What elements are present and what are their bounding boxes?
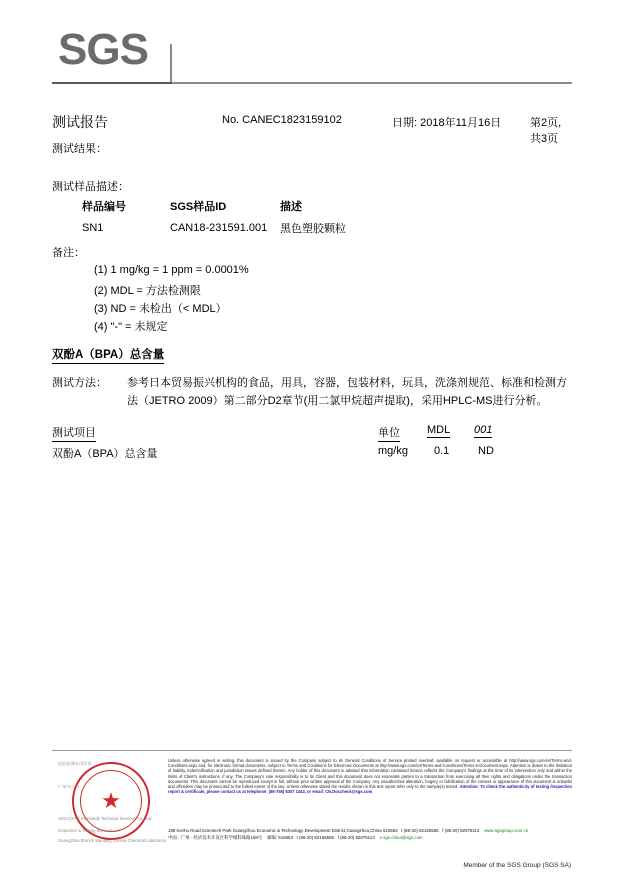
result-table-header bbox=[52, 424, 572, 442]
address-cn: 中国 · 广州 · 经济技术开发区科学城科珠路198号 bbox=[168, 835, 263, 840]
section-heading-bpa: 双酚A（BPA）总含量 bbox=[52, 346, 164, 364]
address-en-tel: t (86-20) 82155555 bbox=[401, 828, 439, 833]
address-cn-zip: 邮编: 510663 bbox=[267, 835, 293, 840]
document-header bbox=[52, 25, 572, 90]
address-email[interactable]: e sgs.china@sgs.com bbox=[379, 835, 423, 840]
column-header-sample-001: 001 bbox=[474, 424, 493, 436]
report-date: 日期: 2018年11月16日 bbox=[392, 117, 502, 129]
column-header-sgs-id: SGS样品ID bbox=[170, 201, 227, 213]
logo-divider-tick bbox=[170, 44, 172, 82]
cell-mdl: 0.1 bbox=[434, 445, 450, 457]
report-number: No. CANEC1823159102 bbox=[222, 114, 342, 126]
page-title: 测试报告 bbox=[52, 114, 108, 130]
cell-description: 黑色塑胶颗粒 bbox=[280, 223, 346, 235]
cell-unit: mg/kg bbox=[378, 445, 408, 457]
footer-address-cn-row bbox=[168, 835, 572, 841]
seal-ring-bottom-text: 广州分公司 bbox=[58, 784, 79, 789]
seal-ring-top-text: 检验检测专用印章 bbox=[58, 761, 92, 766]
page-number: 第2页,共3页 bbox=[530, 117, 562, 145]
remark-item: (4) "-" = 未规定 bbox=[94, 321, 168, 333]
remark-item: (2) MDL = 方法检测限 bbox=[94, 285, 201, 297]
seal-line3: Guangzhou Branch Wanqing Central Chemical Laboratory bbox=[58, 838, 167, 843]
red-round-seal-icon bbox=[58, 760, 170, 844]
result-table bbox=[52, 424, 572, 463]
remark-item: (3) ND = 未检出（< MDL） bbox=[94, 303, 227, 315]
result-table-row bbox=[52, 445, 572, 463]
results-label: 测试结果： bbox=[52, 143, 107, 155]
remark-item: (1) 1 mg/kg = 1 ppm = 0.0001% bbox=[94, 264, 249, 276]
title-row bbox=[52, 112, 572, 145]
column-header-sample-no: 样品编号 bbox=[82, 201, 126, 213]
star-icon: ★ bbox=[101, 788, 121, 813]
sample-description-label: 测试样品描述： bbox=[52, 181, 129, 193]
cell-sgs-id: CAN18-231591.001 bbox=[170, 222, 268, 234]
footer-rule bbox=[52, 750, 572, 751]
test-method-label: 测试方法： bbox=[52, 377, 107, 389]
header-rule-accent bbox=[52, 82, 172, 84]
seal-line2: Inspection & Testing Services bbox=[58, 828, 113, 833]
cell-result-value: ND bbox=[478, 445, 494, 457]
cell-sample-no: SN1 bbox=[82, 222, 104, 234]
table-header-row bbox=[82, 198, 420, 220]
address-en-fax: f (86-20) 82075113 bbox=[442, 828, 480, 833]
legal-disclaimer-text: Unless otherwise agreed in writing, this document is issued by the Company subject to its General Conditions of Service printed overleaf, available on request or accessible at http://www.sgs.com/en/Terms-and-Conditions.aspx and, for electronic format documents, subject to Terms and Conditions for Electronic Documents at http://www.sgs.com/en/Terms-and-Conditions/Terms-e-Document.aspx. Attention is drawn to the limitation of liability, indemnification and jurisdiction issues defined therein. Any holder of this document is advised that information contained hereon reflects the Company's findings at the time of its intervention only and within the limits of Client's instructions, if any. The Company's sole responsibility is to its Client and this document does not exonerate parties to a transaction from exercising all their rights and obligations under the transaction documents. This document cannot be reproduced except in full, without prior written approval of the Company. Any unauthorized alteration, forgery or falsification of the content or appearance of this document is unlawful and offenders may be prosecuted to the fullest extent of the law. Unless otherwise stated the results shown in this test report refer only to the sample(s) tested. bbox=[168, 758, 572, 790]
legal-attention-text: Attention: To check the authenticity of testing /inspection report & certificate, please contact us at telephone: (86-755) 8307 1443, or email: CN.Doccheck@sgs.com bbox=[168, 784, 573, 795]
remarks-label: 备注： bbox=[52, 247, 85, 259]
sample-table bbox=[82, 198, 420, 236]
legal-disclaimer bbox=[168, 758, 572, 794]
column-header-mdl: MDL bbox=[427, 424, 451, 436]
seal-line1: SGS-CSTC Standards Technical Services Co., Ltd. bbox=[58, 816, 153, 821]
cell-test-item: 双酚A（BPA）总含量 bbox=[52, 448, 158, 460]
column-header-test-item: 测试项目 bbox=[52, 424, 96, 442]
document-footer bbox=[0, 750, 619, 875]
address-website[interactable]: www.sgsgroup.com.cn bbox=[484, 828, 529, 833]
address-cn-tel: t (86-20) 82155555 bbox=[296, 835, 334, 840]
column-header-description: 描述 bbox=[280, 201, 302, 213]
footer-address-en-row bbox=[168, 828, 572, 834]
address-cn-fax: f (86-20) 82075113 bbox=[337, 835, 375, 840]
column-header-unit: 单位 bbox=[378, 424, 400, 442]
table-row bbox=[82, 220, 420, 236]
test-method-text-line1: 参考日本贸易振兴机构的食品，用具，容器，包装材料，玩具，洗涤剂规范、标准和检测方 bbox=[127, 377, 567, 389]
test-method-text-line2: 法（JETRO 2009）第二部分D2章节(用二氯甲烷超声提取)，采用HPLC-MS进行分析。 bbox=[127, 395, 548, 407]
member-of-group-line: Member of the SGS Group (SGS SA) bbox=[463, 862, 571, 869]
footer-address-block bbox=[168, 828, 572, 841]
address-en: 198 Kezhu Road,Scientech Park Guangzhou Economic & Technology Development District,Guangzhou,China 510663 bbox=[168, 828, 398, 833]
sgs-logo: SGS bbox=[58, 25, 148, 74]
